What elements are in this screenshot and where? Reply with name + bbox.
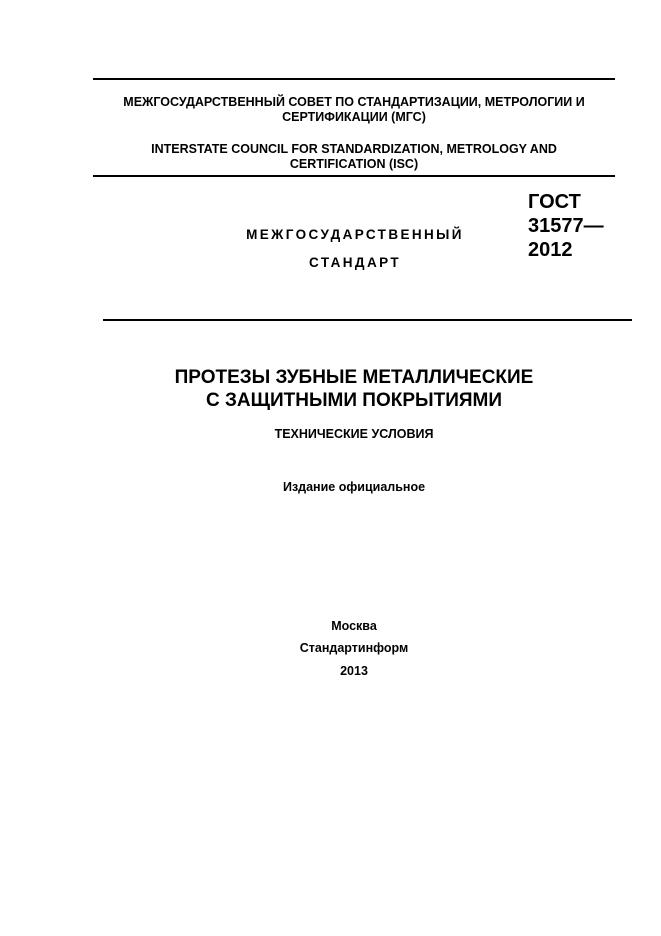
header-divider — [103, 319, 632, 321]
council-ru-line-2: СЕРТИФИКАЦИИ (МГС) — [282, 110, 426, 124]
council-name-russian — [93, 95, 615, 125]
standard-type-line-1: МЕЖГОСУДАРСТВЕННЫЙ — [246, 227, 464, 242]
standard-type-line-2: СТАНДАРТ — [309, 255, 401, 270]
council-en-line-1: INTERSTATE COUNCIL FOR STANDARDIZATION, METROLOGY AND — [151, 142, 557, 156]
document-title-line-2: С ЗАЩИТНЫМИ ПОКРЫТИЯМИ — [205, 390, 503, 411]
top-divider — [93, 78, 615, 80]
document-subtitle: ТЕХНИЧЕСКИЕ УСЛОВИЯ — [274, 427, 434, 441]
document-title — [93, 366, 615, 412]
imprint-year: 2013 — [340, 664, 368, 678]
gost-year: 2012 — [528, 239, 573, 261]
imprint-city: Москва — [331, 619, 377, 633]
gost-number: 31577— — [528, 215, 604, 237]
council-divider — [93, 175, 615, 177]
council-en-line-2: CERTIFICATION (ISC) — [289, 157, 419, 171]
council-name-english — [93, 142, 615, 172]
edition-note: Издание официальное — [282, 480, 426, 494]
gost-designation — [528, 190, 604, 262]
imprint-publisher: Стандартинформ — [299, 641, 409, 655]
gost-label: ГОСТ — [528, 191, 581, 213]
document-title-line-1: ПРОТЕЗЫ ЗУБНЫЕ МЕТАЛЛИЧЕСКИЕ — [174, 367, 534, 388]
council-ru-line-1: МЕЖГОСУДАРСТВЕННЫЙ СОВЕТ ПО СТАНДАРТИЗАЦИИ, МЕТРОЛОГИИ И — [123, 95, 585, 109]
